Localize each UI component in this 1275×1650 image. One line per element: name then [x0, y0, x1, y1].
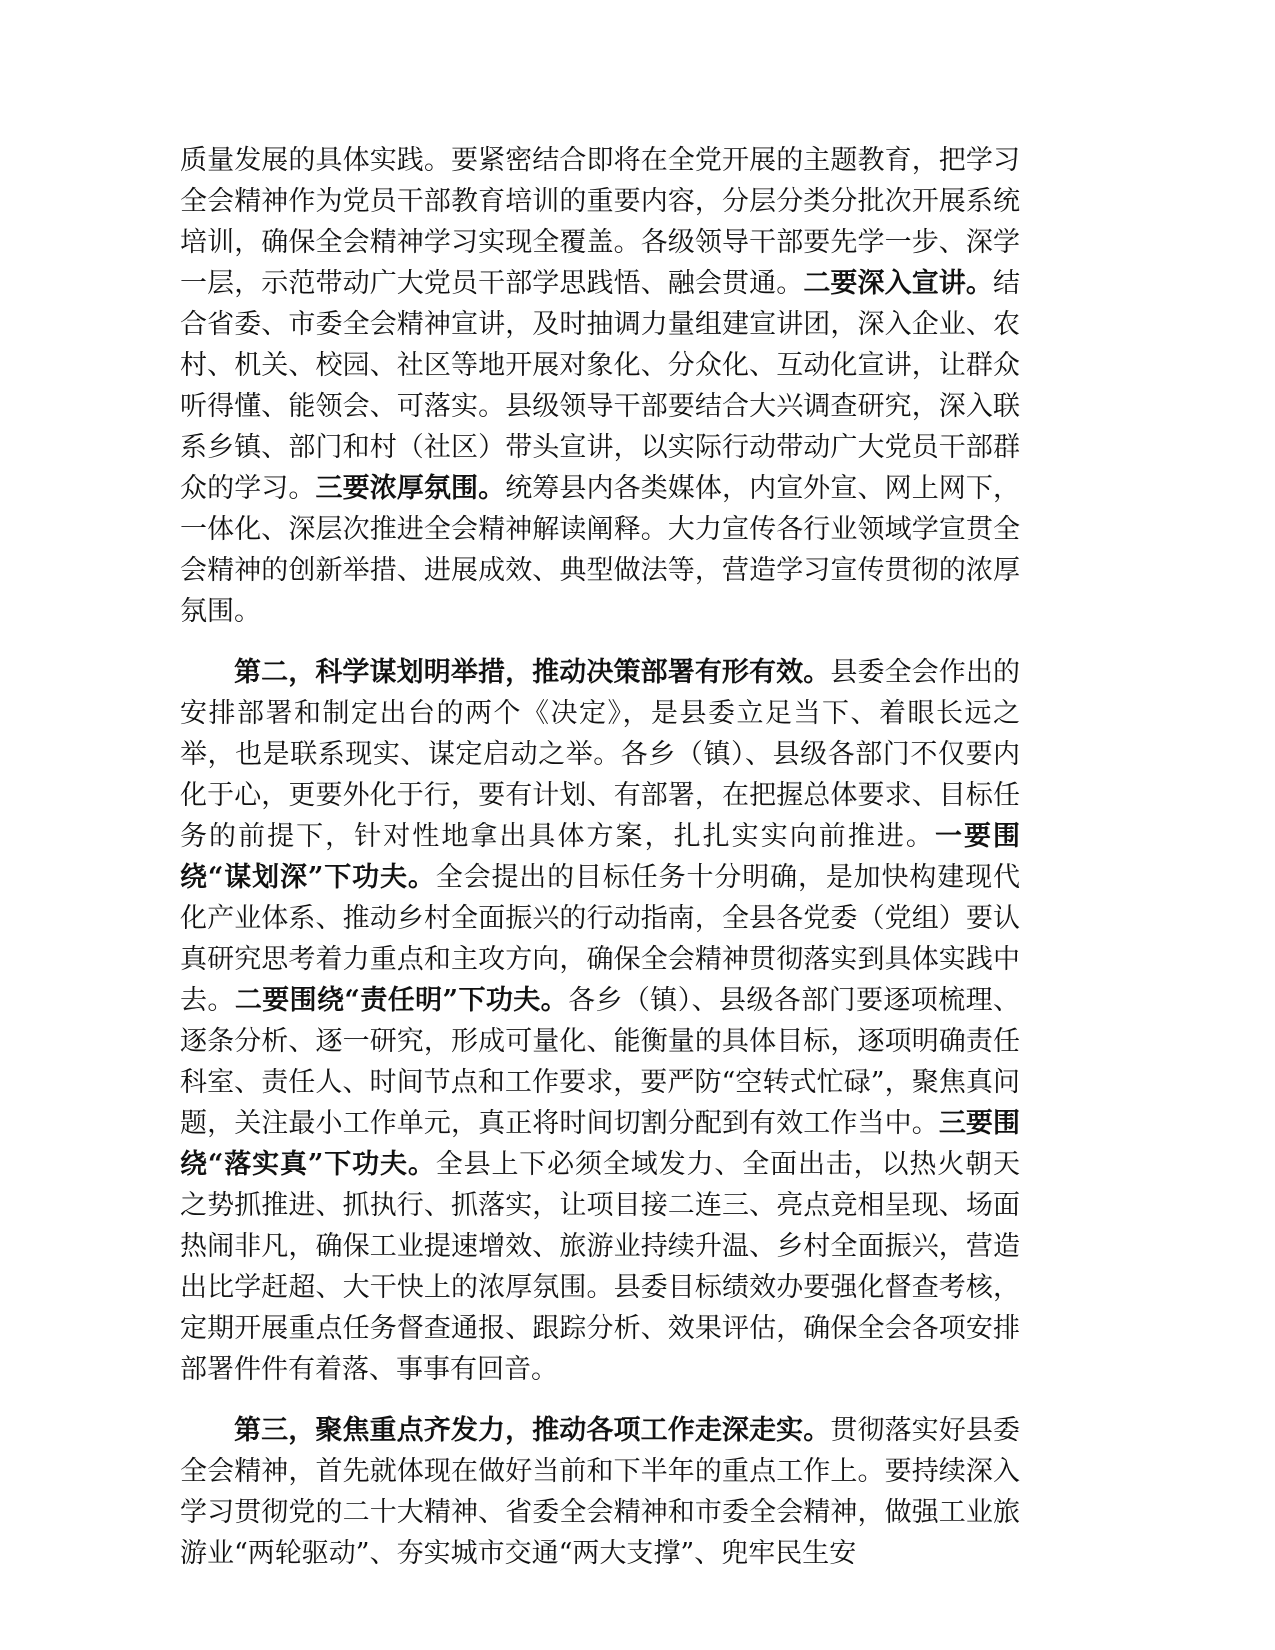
- paragraph-2: [180, 652, 1020, 1390]
- paragraph-2-text-6: 各乡（镇）、县级各部门要逐项梳理、逐条分析、逐一研究，形成可量化、能衡量的具体目标，逐项明确责任科室、责任人、时间节点和工作要求，要严防“空转式忙碌”，聚焦真问题，关注最小工作单元，真正将时间切割分配到有效工作当中。: [180, 985, 1021, 1139]
- paragraph-2-text-8: 全县上下必须全域发力、全面出击，以热火朝天之势抓推进、抓执行、抓落实，让项目接二连三、亮点竞相呈现、场面热闹非凡，确保工业提速增效、旅游业持续升温、乡村全面振兴，营造出比学赶超、大干快上的浓厚氛围。县委目标绩效办要强化督查考核，定期开展重点任务督查通报、跟踪分析、效果评估，确保全会各项安排部署件件有着落、事事有回音。: [180, 1149, 1021, 1385]
- paragraph-2-text-2: 县委全会作出的安排部署和制定出台的两个《决定》，是县委立足当下、着眼长远之举，也是联系现实、谋定启动之举。各乡（镇）、县级各部门不仅要内化于心，更要外化于行，要有计划、有部署，在把握总体要求、目标任务的前提下，针对性地拿出具体方案，扎扎实实向前推进。: [180, 657, 1021, 852]
- paragraph-2-text-4: 全会提出的目标任务十分明确，是加快构建现代化产业体系、推动乡村全面振兴的行动指南，全县各党委（党组）要认真研究思考着力重点和主攻方向，确保全会精神贯彻落实到具体实践中去。: [180, 862, 1021, 1016]
- paragraph-1-text-3: 结合省委、市委全会精神宣讲，及时抽调力量组建宣讲团，深入企业、农村、机关、校园、社区等地开展对象化、分众化、互动化宣讲，让群众听得懂、能领会、可落实。县级领导干部要结合大兴调查研究，深入联系乡镇、部门和村（社区）带头宣讲，以实际行动带动广大党员干部群众的学习。: [180, 268, 1021, 504]
- paragraph-2-heading-1: 第二，科学谋划明举措，推动决策部署有形有效。: [234, 657, 831, 688]
- paragraph-spacer: [180, 1390, 1020, 1410]
- paragraph-1-text-1: 质量发展的具体实践。要紧密结合即将在全党开展的主题教育，把学习全会精神作为党员干部教育培训的重要内容，分层分类分批次开展系统培训，确保全会精神学习实现全覆盖。各级领导干部要先学一步、深学一层，示范带动广大党员干部学思践悟、融会贯通。: [180, 145, 1020, 299]
- paragraph-1-text-5: 统筹县内各类媒体，内宣外宣、网上网下，一体化、深层次推进全会精神解读阐释。大力宣传各行业领域学宣贯全会精神的创新举措、进展成效、典型做法等，营造学习宣传贯彻的浓厚氛围。: [180, 473, 1021, 627]
- paragraph-3-heading-1: 第三，聚焦重点齐发力，推动各项工作走深走实。: [234, 1415, 831, 1446]
- paragraph-1-heading-2: 二要深入宣讲。: [803, 268, 994, 299]
- paragraph-2-heading-7: 三要围绕“落实真”下功夫。: [180, 1108, 1021, 1180]
- paragraph-spacer: [180, 632, 1020, 652]
- paragraph-1-heading-4: 三要浓厚氛围。: [315, 473, 506, 504]
- paragraph-2-heading-3: 一要围绕“谋划深”下功夫。: [180, 821, 1021, 893]
- paragraph-2-heading-5: 二要围绕“责任明”下功夫。: [234, 985, 569, 1016]
- paragraph-3: [180, 1410, 1020, 1574]
- document-page: [180, 140, 1020, 1574]
- paragraph-1: [180, 140, 1020, 632]
- paragraph-3-text-2: 贯彻落实好县委全会精神，首先就体现在做好当前和下半年的重点工作上。要持续深入学习贯彻党的二十大精神、省委全会精神和市委全会精神，做强工业旅游业“两轮驱动”、夯实城市交通“两大支撑”、兜牢民生安: [180, 1415, 1021, 1569]
